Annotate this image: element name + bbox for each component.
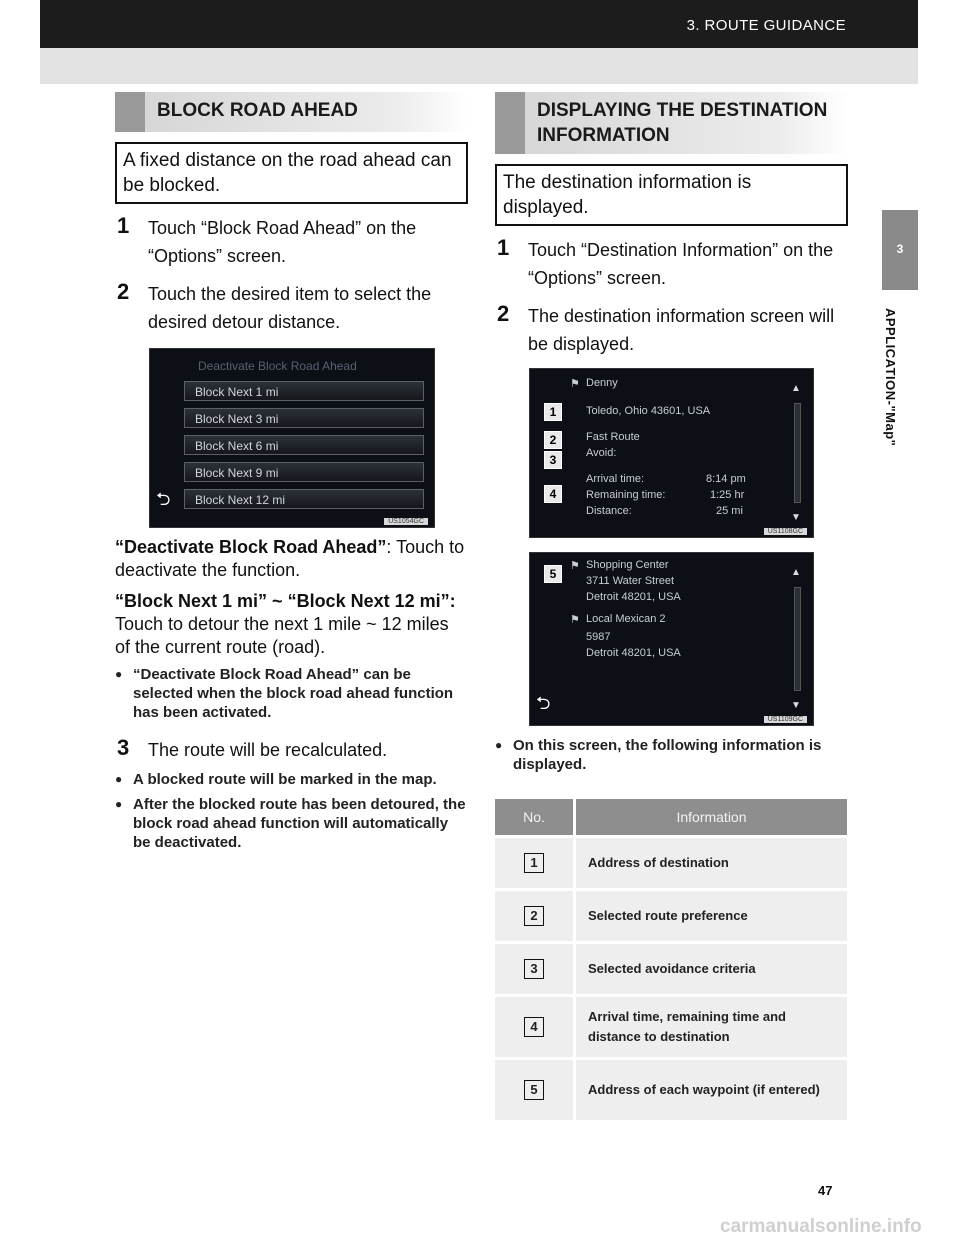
header-band — [40, 48, 918, 84]
callout-2: 2 — [544, 431, 562, 449]
row-info: Selected route preference — [576, 891, 847, 941]
top-bar — [40, 0, 918, 48]
row-number: 4 — [524, 1017, 544, 1037]
row-number: 3 — [524, 959, 544, 979]
desc-block-next: “Block Next 1 mi” ~ “Block Next 12 mi”: Touch to detour the next 1 mile ~ 12 miles of the current route (road). — [115, 591, 456, 657]
right-column — [495, 92, 848, 1123]
step-2: 2 Touch the desired item to select the desired detour distance. — [117, 279, 432, 332]
waypoint-1-street: 3711 Water Street — [586, 575, 675, 587]
row-info: Address of each waypoint (if entered) — [576, 1060, 847, 1120]
block-next-3-button[interactable]: Block Next 3 mi — [184, 408, 424, 428]
step-1: 1 Touch “Block Road Ahead” on the “Options” screen. — [117, 213, 417, 266]
flag-icon: ⚑ — [570, 560, 580, 572]
step-1: 1 Touch “Destination Information” on the “Options” screen. — [497, 235, 834, 288]
callout-5: 5 — [544, 565, 562, 583]
route-preference: Fast Route — [586, 431, 640, 443]
row-number: 2 — [524, 906, 544, 926]
block-next-6-button[interactable]: Block Next 6 mi — [184, 435, 424, 455]
block-road-screenshot — [149, 348, 435, 528]
block-next-9-button[interactable]: Block Next 9 mi — [184, 462, 424, 482]
col-no-header: No. — [495, 799, 573, 835]
arrival-label: Arrival time: — [586, 473, 645, 485]
back-icon[interactable]: ⮌ — [156, 489, 171, 509]
callout-1: 1 — [544, 403, 562, 421]
block-road-intro: A fixed distance on the road ahead can be blocked. — [115, 142, 468, 204]
distance-value: 25 mi — [716, 505, 743, 517]
note-deactivate: ● “Deactivate Block Road Ahead” can be selected when the block road ahead function has been activated. — [115, 665, 468, 722]
note-screen-info: ● On this screen, the following information is displayed. — [495, 736, 848, 774]
scroll-down-icon[interactable]: ▼ — [791, 512, 801, 523]
destination-info-heading: DISPLAYING THE DESTINATION INFORMATION — [495, 92, 848, 154]
scroll-down-icon[interactable]: ▼ — [791, 700, 801, 711]
back-icon[interactable]: ⮌ — [536, 693, 551, 713]
waypoint-2-city: Detroit 48201, USA — [586, 647, 681, 659]
waypoint-1-name: Shopping Center — [586, 559, 669, 571]
callout-4: 4 — [544, 485, 562, 503]
block-next-12-button[interactable]: Block Next 12 mi — [184, 489, 424, 509]
image-code: US1109GC — [764, 716, 807, 723]
chapter-tab — [882, 210, 918, 290]
remaining-label: Remaining time: — [586, 489, 666, 501]
step-2: 2 The destination information screen will be displayed. — [497, 301, 835, 354]
deactivate-button[interactable]: Deactivate Block Road Ahead — [198, 359, 357, 373]
avoid-criteria: Avoid: — [586, 447, 617, 459]
chapter-label: APPLICATION-"Map" — [883, 308, 898, 447]
destination-name: Denny — [586, 377, 618, 389]
flag-icon: ⚑ — [570, 378, 580, 390]
flag-icon: ⚑ — [570, 614, 580, 626]
destination-address: Toledo, Ohio 43601, USA — [586, 405, 711, 417]
table-row — [495, 891, 847, 941]
desc-deactivate: “Deactivate Block Road Ahead”: Touch to deactivate the function. — [115, 537, 465, 580]
block-next-1-button[interactable]: Block Next 1 mi — [184, 381, 424, 401]
col-info-header: Information — [576, 799, 847, 835]
table-row — [495, 997, 847, 1057]
row-number: 1 — [524, 853, 544, 873]
waypoint-2-name: Local Mexican 2 — [586, 613, 666, 625]
note-auto-deactivate: ● After the blocked route has been detoured, the block road ahead function will automatically be deactivated. — [115, 795, 468, 852]
chapter-side-label — [868, 300, 928, 500]
block-road-heading: BLOCK ROAD AHEAD — [115, 92, 468, 132]
page-number: 47 — [818, 1183, 833, 1198]
scroll-up-icon[interactable]: ▲ — [791, 383, 801, 394]
table-header — [495, 799, 847, 835]
waypoint-info-screenshot — [529, 552, 814, 726]
distance-label: Distance: — [586, 505, 632, 517]
watermark: carmanualsonline.info — [720, 1216, 922, 1237]
section-title: 3. ROUTE GUIDANCE — [686, 17, 846, 34]
heading-marker — [115, 92, 145, 132]
callout-3: 3 — [544, 451, 562, 469]
table-row — [495, 1060, 847, 1120]
note-marked: ● A blocked route will be marked in the map. — [115, 770, 468, 789]
step-3: 3 The route will be recalculated. — [117, 735, 388, 760]
left-column — [115, 92, 468, 852]
image-code: US1054GC — [384, 518, 428, 525]
arrival-value: 8:14 pm — [706, 473, 746, 485]
info-table — [492, 796, 850, 1123]
image-code: US1108GC — [764, 528, 807, 535]
row-number: 5 — [524, 1080, 544, 1100]
row-info: Selected avoidance criteria — [576, 944, 847, 994]
table-row — [495, 838, 847, 888]
destination-intro: The destination information is displayed. — [495, 164, 848, 226]
waypoint-2-street: 5987 — [586, 631, 611, 643]
destination-info-screenshot — [529, 368, 814, 538]
row-info: Address of destination — [576, 838, 847, 888]
scroll-up-icon[interactable]: ▲ — [791, 567, 801, 578]
table-row — [495, 944, 847, 994]
heading-marker — [495, 92, 525, 154]
waypoint-1-city: Detroit 48201, USA — [586, 591, 681, 603]
scrollbar[interactable] — [791, 383, 803, 523]
chapter-number: 3 — [896, 242, 904, 256]
scrollbar[interactable] — [791, 567, 803, 711]
remaining-value: 1:25 hr — [710, 489, 745, 501]
row-info: Arrival time, remaining time and distance to destination — [576, 997, 847, 1057]
